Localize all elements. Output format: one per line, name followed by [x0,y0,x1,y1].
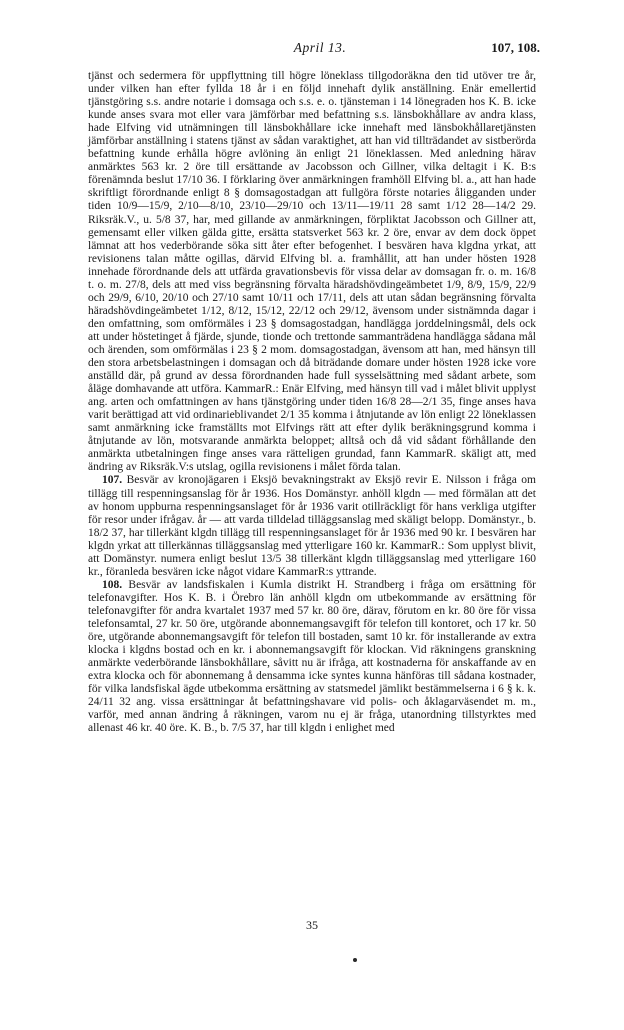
page-header [100,40,540,60]
paragraph-continuation [88,70,536,474]
paragraph-section-107 [88,474,536,578]
page-number: 35 [306,918,318,932]
print-dot [353,958,357,962]
paragraph-section-108 [88,579,536,736]
body-text [88,70,536,735]
paragraph-text: Besvär av landsfiskalen i Kumla distrikt H. Strandberg i fråga om ersättning för telefonavgifter. Hos K. B. i Örebro län anhöll klgdn om utbekommande av ersättning för telefonavgifter för andra kvartalet 1937 med 57 kr. 80 öre, därav, förutom en kr. 80 öre för vissa telefonsamtal, 27 kr. 50 öre, utgörande abonnemangsavgift för telefon till kontoret, och 17 kr. 50 öre, utgörande abonnemangsavgift för telefon till bostaden, samt 10 kr. för installerande av extra klocka i klgdns bostad och en kr. i abonnemangsavgift för klockan. Vid räkningens granskning anmärkte vederbörande länsbokhållare, såvitt nu är ifråga, att kostnaderna för anskaffande av en extra klocka och för abonnemang å densamma icke syntes kunna hänföras till sådana kostnader, för vilka landsfiskal ägde utbekomma ersättning av statsmedel jämlikt bestämmelserna i 6 § k. k. 24/11 32 ang. vissa ersättningar åt befattningshavare vid polis- och åklagarväsendet m. m., varför, med annan ändring å räkningen, varom nu ej är fråga, utanordning tillstyrktes med allenast 46 kr. 40 öre. K. B., b. 7/5 37, har till klgdn i enlighet med [88,578,536,735]
paragraph-text: Besvär av kronojägaren i Eksjö bevakningstrakt av Eksjö revir E. Nilsson i fråga om tillägg till respenningsanslag för år 1936. Hos Domänstyr. anhöll klgdn — med förmälan att det av honom uppburna respenningsanslaget för år 1936 varit otillräckligt för hans verkliga utgifter för resor under ifrågav. år — att varda tilldelad tilläggsanslag med skäligt belopp. Domänstyr., b. 18/2 37, har tillerkänt klgdn tillägg till respenningsanslaget för år 1936 med 90 kr. I besvären har klgdn yrkat att tillerkännas tilläggsanslag med ytterligare 160 kr. KammarR.: Som upplyst blivit, att Domänstyr. numera enligt beslut 13/5 38 tillerkänt klgdn tilläggsanslag med ytterligare 160 kr., föranleda besvären icke något vidare KammarR:s yttrande. [88,474,537,578]
header-date: April 13. [293,40,347,55]
paragraph-text: tjänst och sedermera för uppflyttning till högre löneklass tillgodoräkna den tid utöver tre år, under vilken han efter fyllda 18 år i en följd innehaft dylik anställning. Enär emellertid tjänstgöring s.s. andre notarie i domsaga och s.s. e. o. tjänsteman i 14 lönegraden hos K. B. icke kunde anses svara mot eller vara jämförbar med befattning s.s. länsbokhållare av andra klass, hade Elfving vid utnämningen till länsbokhållare icke innehaft med länsbokhållaretjänsten jämförbar anställning i statens tjänst av sådan varaktighet, att han vid tillträdandet av sistberörda befattning kunde erhålla högre avlöning än enligt 21 löneklassen. Med anledning härav anmärktes 563 kr. 2 öre till ersättande av Jacobsson och Gillner, vilka deltagit i K. B:s förenämnda beslut 17/10 36. I förklaring över anmärkningen framhöll Elfving bl. a., att han hade skriftligt förordnande enligt 8 § domsagostadgan att fullgöra förste notaries åligganden under tiden 10/9—15/9, 2/10—8/10, 23/10—29/10 och 13/11—19/11 28 samt 1/12 28—14/2 29. Riksräk.V., u. 5/8 37, har, med gillande av anmärkningen, förpliktat Jacobsson och Gillner att, gemensamt eller vilken gälda gitte, ersätta statsverket 563 kr. 2 öre, envar av dem dock öppet lämnat att hos vederbörande söka sitt åter efter befogenhet. I besvären hava klgdna yrkat, att revisionens talan måtte ogillas, därvid Elfving bl. a. framhållit, att han under hösten 1928 innehade förordnande dels att utfärda gravationsbevis för vissa delar av domsagan fr. o. m. 16/8 t. o. m. 27/8, dels att med viss begränsning förvalta häradshövdingeämbetet 1/9, 8/9, 15/9, 22/9 och 29/9, 6/10, 20/10 och 27/10 samt 10/11 och 17/11, dels att utan sådan begränsning förvalta häradshövdingeämbetet 1/12, 8/12, 15/12, 22/12 och 29/12, ävensom under sistnämnda dagar i den omfattning, som omförmäles i 23 § domsagostadgan, handlägga jorddelningsmål, dels ock att under höstetinget å fjärde, sjunde, tionde och trettonde sammanträdena handlägga sådana mål och ärenden, som omförmälas i 23 § 2 mom. domsagostadgan, ävensom att han, med hänsyn till den stora arbetsbelastningen i domsagan och då biträdande domare under hösten 1928 icke vore anställd där, på grund av dessa förordnanden hade full sysselsättning med sådant arbete, som åläge domhavande att utföra. KammarR.: Enär Elfving, med hänsyn till vad i målet blivit upplyst ang. arten och omfattningen av hans tjänstgöring under tiden 16/8 28—2/1 35, finge anses hava varit berättigad att vid ordinarieblivandet 2/1 35 komma i åtnjutande av lön enligt 22 löneklassen samt anmärkning icke framställts mot Elfvings rätt att efter dylik beräkningsgrund komma i åtnjutande av lön, motsvarande anmärkta beloppet; alltså och då vid sådant förhållande den anmärkta utbetalningen finge anses vara rätteligen grundad, fann KammarR. skäligt att, med ändring av Riksräk.V:s utslag, ogilla revisionens i målet förda talan. [88,70,536,474]
header-section-numbers: 107, 108. [491,40,540,55]
section-number: 107. [102,474,123,487]
section-number: 108. [102,578,123,591]
